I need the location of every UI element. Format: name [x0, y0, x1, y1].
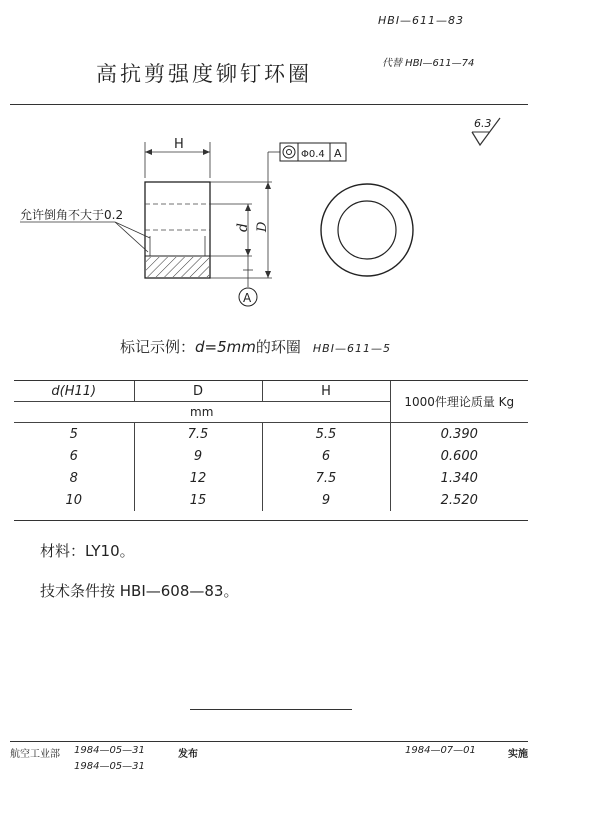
technical-drawing — [0, 0, 600, 330]
effective-label: 实施 — [508, 749, 528, 760]
cell-H: 6 — [262, 445, 390, 467]
cell-D: 12 — [134, 467, 262, 489]
roughness-value: 6.3 — [474, 117, 492, 130]
effective-date: 1984—07—01 — [405, 745, 476, 756]
marking-example — [120, 336, 391, 357]
tolerance-datum: A — [334, 147, 342, 160]
issue-date: 1984—05—31 — [74, 745, 145, 756]
issue-label: 发布 — [178, 749, 198, 760]
marking-suffix: 的环圈 — [255, 338, 301, 356]
cell-D: 7.5 — [134, 423, 262, 446]
cell-d: 5 — [14, 423, 134, 446]
cell-D: 15 — [134, 489, 262, 511]
marking-prefix: 标记示例： — [120, 338, 196, 356]
datum-label: A — [243, 291, 252, 305]
dimension-D — [210, 160, 272, 278]
spec-table — [14, 381, 528, 511]
cell-H: 9 — [262, 489, 390, 511]
tolerance-value: Φ0.4 — [301, 149, 325, 160]
issuer: 航空工业部 — [10, 749, 60, 760]
replaces-standard: 代替 HBI—611—74 — [382, 58, 475, 69]
cell-H: 7.5 — [262, 467, 390, 489]
col-header-d: d(H11) — [14, 381, 134, 402]
col-header-D: D — [134, 381, 262, 402]
table-row — [14, 423, 528, 446]
cell-mass: 2.520 — [440, 492, 478, 508]
unit-label: mm — [14, 402, 390, 423]
chamfer-note: 允许倒角不大于0.2 — [20, 208, 124, 222]
cell-d: 10 — [14, 489, 134, 511]
label-H: H — [174, 137, 184, 152]
col-header-mass: 1000件理论质量 Kg — [390, 381, 528, 423]
issue-date-secondary: 1984—05—31 — [74, 761, 145, 772]
part-section-view — [145, 182, 210, 278]
cell-d: 6 — [14, 445, 134, 467]
cell-mass: 0.390 — [440, 426, 478, 442]
end-rule — [190, 709, 352, 710]
cell-mass: 0.600 — [440, 448, 478, 464]
material-note: 材料：LY10。 — [40, 542, 135, 560]
cell-D: 9 — [134, 445, 262, 467]
table-bottom-rule — [14, 520, 528, 521]
cell-mass: 1.340 — [440, 470, 478, 486]
document-title: 高抗剪强度铆钉环圈 — [96, 62, 312, 86]
footer-divider — [10, 741, 528, 742]
cell-d: 8 — [14, 467, 134, 489]
marking-code: HBI—611—5 — [312, 342, 391, 355]
standard-code: HBI—611—83 — [378, 14, 465, 27]
label-D: D — [255, 221, 270, 232]
cell-H: 5.5 — [262, 423, 390, 446]
ring-end-view — [321, 184, 413, 276]
marking-variable: d=5mm — [195, 338, 256, 356]
label-d: d — [235, 223, 251, 232]
table-header-row — [14, 381, 528, 402]
chamfer-leader — [20, 222, 150, 252]
dimension-d — [210, 204, 253, 275]
col-header-H: H — [262, 381, 390, 402]
technical-conditions-note: 技术条件按 HBI—608—83。 — [40, 582, 239, 600]
table-row — [14, 467, 528, 489]
table-row — [14, 445, 528, 467]
table-row — [14, 489, 528, 511]
